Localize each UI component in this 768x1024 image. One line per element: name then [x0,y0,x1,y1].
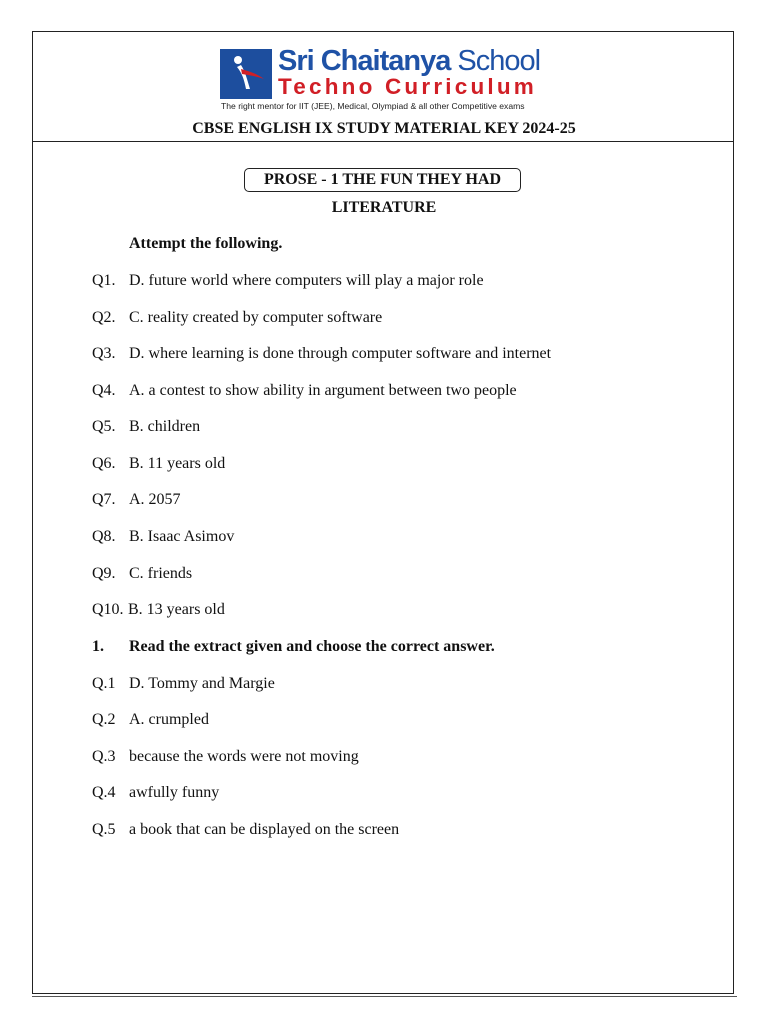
answer-text: C. friends [129,565,193,582]
answer-number: Q5. [92,418,116,435]
footer-rule [32,996,737,997]
answer-number: Q.3 [92,748,116,765]
answer-text: D. where learning is done through computer software and internet [129,345,552,362]
part-b-instruction: Read the extract given and choose the correct answer. [129,638,495,655]
part-b-number: 1. [92,638,104,655]
answer-number: Q2. [92,309,116,326]
answer-number: Q.5 [92,821,116,838]
answer-text: C. reality created by computer software [129,309,383,326]
answer-text: a book that can be displayed on the screen [129,821,400,838]
section-title: PROSE - 1 THE FUN THEY HAD [244,168,521,192]
answer-number: Q10. [92,601,124,618]
answer-text: D. Tommy and Margie [129,675,275,692]
answer-number: Q7. [92,491,116,508]
answer-text: awfully funny [129,784,220,801]
answer-number: Q.2 [92,711,116,728]
brand-name-main: Sri Chaitanya [278,45,451,77]
answer-text: D. future world where computers will play a major role [129,272,484,289]
answer-text: B. children [129,418,201,435]
runner-icon [220,49,272,99]
answer-number: Q6. [92,455,116,472]
brand-subtitle: Techno Curriculum [278,74,537,99]
answer-text: A. crumpled [129,711,209,728]
answer-text: because the words were not moving [129,748,359,765]
brand-tagline: The right mentor for IIT (JEE), Medical, Olympiad & all other Competitive exams [221,101,525,111]
answer-number: Q4. [92,382,116,399]
answer-number: Q3. [92,345,116,362]
answer-number: Q8. [92,528,116,545]
answer-number: Q9. [92,565,116,582]
brand-name-suffix: School [457,45,541,77]
answer-number: Q.1 [92,675,116,692]
document-title: CBSE ENGLISH IX STUDY MATERIAL KEY 2024-25 [192,120,576,137]
answer-text: B. Isaac Asimov [129,528,235,545]
answer-text: A. a contest to show ability in argument between two people [129,382,517,399]
answer-number: Q.4 [92,784,116,801]
part-a-instruction: Attempt the following. [129,235,283,252]
section-subtitle: LITERATURE [331,199,437,216]
answer-text: A. 2057 [129,491,181,508]
answer-text: B. 11 years old [129,455,226,472]
answer-text: B. 13 years old [128,601,225,618]
answer-number: Q1. [92,272,116,289]
